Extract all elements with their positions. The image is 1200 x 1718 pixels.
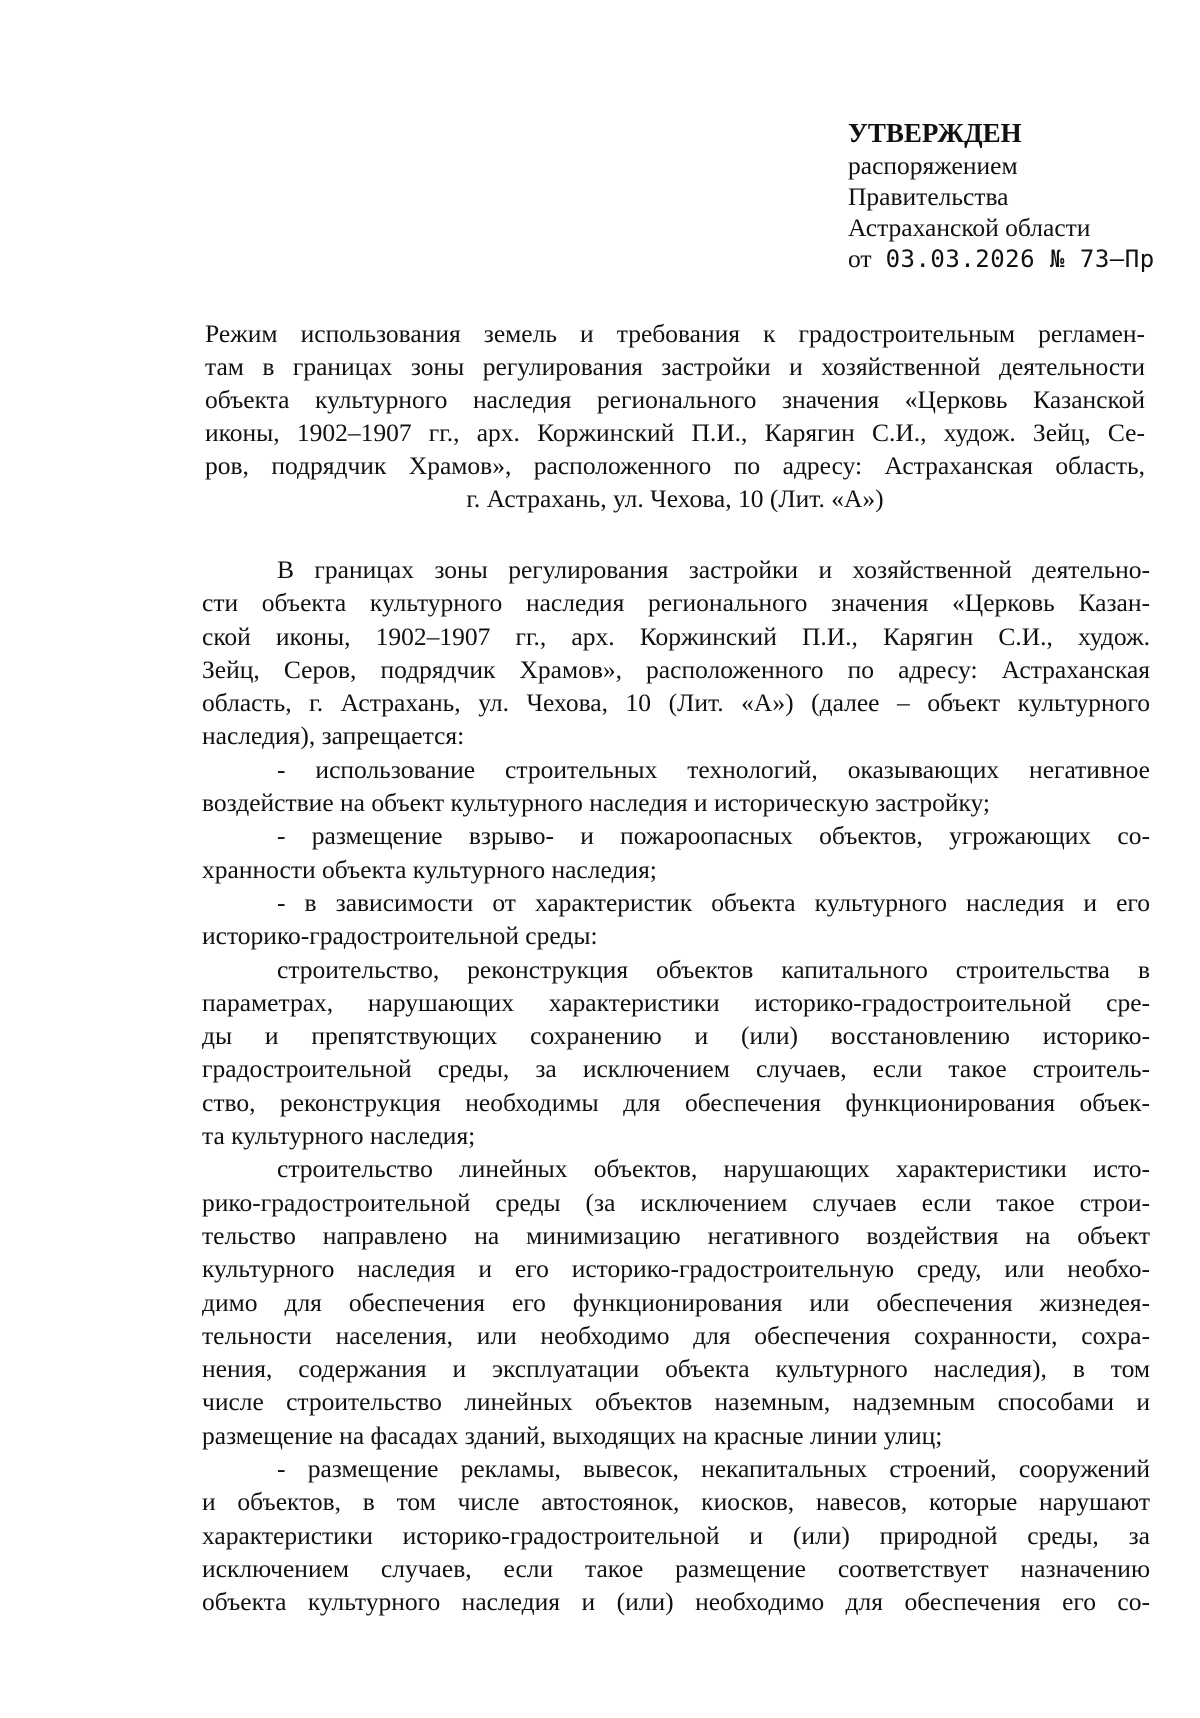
body-line: историко-градостроительной среды: [202, 921, 598, 951]
body-line: характеристики историко-градостроительной и (или) природной среды, за [202, 1520, 1150, 1550]
body-line: градостроительной среды, за исключением случаев, если такое строитель- [202, 1054, 1150, 1084]
title-line: Режим использования земель и требования к градостроительным регламен- [205, 319, 1145, 348]
body-line: строительство линейных объектов, нарушающих характеристики исто- [277, 1154, 1150, 1184]
body-line: наследия), запрещается: [202, 721, 465, 751]
body-line: рико-градостроительной среды (за исключением случаев если такое строи- [202, 1187, 1150, 1217]
approval-heading: УТВЕРЖДЕН [848, 118, 1022, 148]
document-body [202, 553, 1150, 1619]
body-line: ской иконы, 1902–1907 гг., арх. Коржинский П.И., Карягин С.И., худож. [202, 621, 1150, 651]
title-line: ров, подрядчик Храмов», расположенного по адресу: Астраханская область, [205, 451, 1145, 480]
title-line: иконы, 1902–1907 гг., арх. Коржинский П.И., Карягин С.И., худож. Зейц, Се- [205, 418, 1145, 447]
body-line: размещение на фасадах зданий, выходящих на красные линии улиц; [202, 1420, 943, 1450]
approval-line-1: распоряжением [848, 151, 1018, 180]
body-line: числе строительство линейных объектов наземным, надземным способами и [202, 1387, 1150, 1417]
body-line: тельности населения, или необходимо для обеспечения сохранности, сохра- [202, 1320, 1150, 1350]
body-line: исключением случаев, если такое размещение соответствует назначению [202, 1553, 1150, 1583]
body-line: и объектов, в том числе автостоянок, киосков, навесов, которые нарушают [202, 1487, 1150, 1517]
approval-date-prefix: от [848, 244, 872, 273]
document-title [205, 317, 1145, 515]
body-line: хранности объекта культурного наследия; [202, 854, 657, 884]
title-line: г. Астрахань, ул. Чехова, 10 (Лит. «А») [466, 484, 884, 513]
approval-line-3: Астраханской области [848, 213, 1091, 242]
body-line: ство, реконструкция необходимы для обеспечения функционирования объек- [202, 1087, 1150, 1117]
body-line: объекта культурного наследия и (или) необходимо для обеспечения его со- [202, 1587, 1150, 1617]
approval-date-number: 03.03.2026 № 73–Пр [885, 245, 1155, 273]
title-line: там в границах зоны регулирования застройки и хозяйственной деятельности [205, 352, 1145, 381]
body-line: ды и препятствующих сохранению и (или) восстановлению историко- [202, 1021, 1150, 1051]
body-line: димо для обеспечения его функционирования или обеспечения жизнедея- [202, 1287, 1150, 1317]
body-line: та культурного наследия; [202, 1121, 476, 1151]
body-line: - в зависимости от характеристик объекта культурного наследия и его [277, 887, 1150, 917]
body-line: Зейц, Серов, подрядчик Храмов», расположенного по адресу: Астраханская [202, 654, 1150, 684]
body-line: сти объекта культурного наследия регионального значения «Церковь Казан- [202, 588, 1150, 618]
title-line: объекта культурного наследия регионального значения «Церковь Казанской [205, 385, 1145, 414]
approval-line-2: Правительства [848, 182, 1009, 211]
body-line: воздействие на объект культурного наследия и историческую застройку; [202, 788, 990, 818]
body-line: - использование строительных технологий, оказывающих негативное [277, 754, 1150, 784]
body-line: В границах зоны регулирования застройки и хозяйственной деятельно- [277, 555, 1150, 584]
body-line: область, г. Астрахань, ул. Чехова, 10 (Лит. «А») (далее – объект культурного [202, 688, 1150, 718]
approval-date-line [848, 243, 1155, 275]
body-line: параметрах, нарушающих характеристики историко-градостроительной сре- [202, 987, 1150, 1017]
body-line: тельство направлено на минимизацию негативного воздействия на объект [202, 1220, 1150, 1250]
body-line: нения, содержания и эксплуатации объекта культурного наследия), в том [202, 1354, 1150, 1384]
body-line: - размещение рекламы, вывесок, некапитальных строений, сооружений [277, 1454, 1150, 1484]
body-line: - размещение взрыво- и пожароопасных объектов, угрожающих со- [277, 821, 1150, 851]
approval-stamp [848, 116, 1155, 275]
body-line: строительство, реконструкция объектов капитального строительства в [277, 954, 1150, 984]
body-line: культурного наследия и его историко-градостроительную среду, или необхо- [202, 1254, 1150, 1284]
